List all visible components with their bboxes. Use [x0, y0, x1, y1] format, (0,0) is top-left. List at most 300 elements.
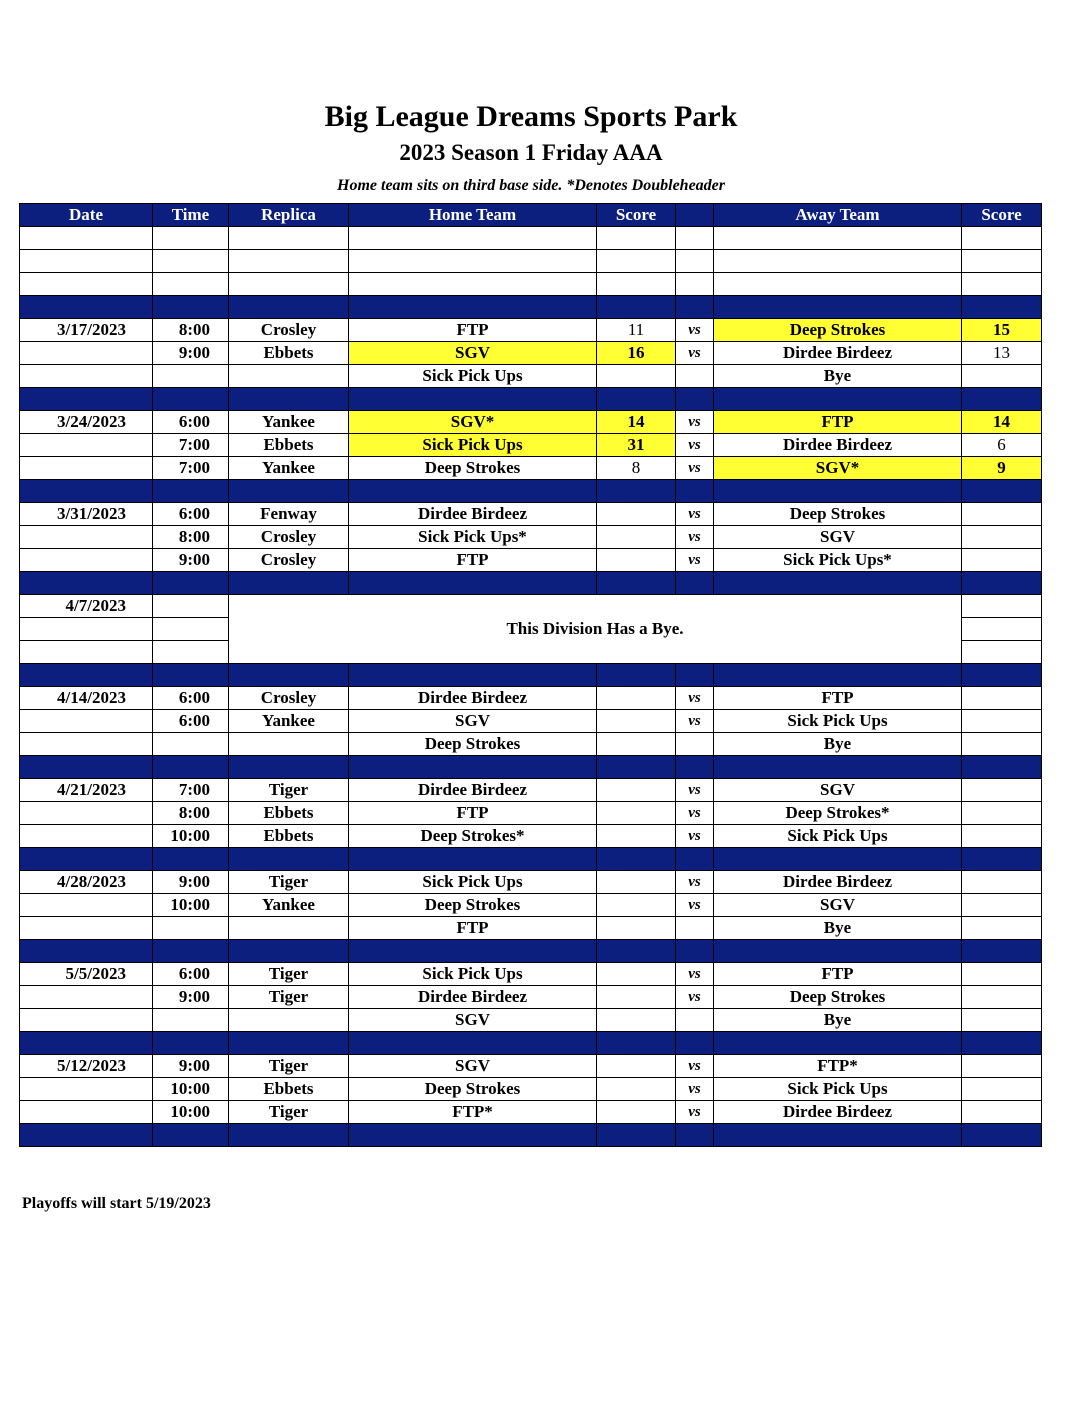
away-score-cell	[962, 733, 1042, 756]
time-cell: 9:00	[153, 1055, 229, 1078]
division-bye-message: This Division Has a Bye.	[229, 595, 962, 664]
separator-cell	[349, 848, 597, 871]
week-separator	[20, 940, 1042, 963]
col-header-home-score: Score	[597, 204, 676, 227]
time-cell	[153, 618, 229, 641]
separator-cell	[597, 848, 676, 871]
date-cell: 5/12/2023	[20, 1055, 153, 1078]
vs-cell	[676, 733, 714, 756]
separator-cell	[153, 480, 229, 503]
replica-cell: Yankee	[229, 894, 349, 917]
away-score-cell	[962, 1101, 1042, 1124]
replica-cell: Crosley	[229, 549, 349, 572]
date-cell	[20, 434, 153, 457]
separator-cell	[962, 940, 1042, 963]
game-row	[20, 894, 1042, 917]
time-cell: 9:00	[153, 549, 229, 572]
separator-cell	[349, 664, 597, 687]
away-team-cell: Dirdee Birdeez	[714, 1101, 962, 1124]
home-score-cell	[597, 687, 676, 710]
time-cell: 7:00	[153, 779, 229, 802]
separator-cell	[676, 296, 714, 319]
separator-cell	[153, 1032, 229, 1055]
game-row	[20, 411, 1042, 434]
vs-cell	[676, 1009, 714, 1032]
home-score-cell	[597, 871, 676, 894]
col-header-away-score: Score	[962, 204, 1042, 227]
separator-cell	[229, 388, 349, 411]
away-score-cell	[962, 779, 1042, 802]
separator-cell	[676, 572, 714, 595]
date-cell	[20, 1078, 153, 1101]
separator-cell	[597, 1124, 676, 1147]
time-cell: 9:00	[153, 986, 229, 1009]
time-cell	[153, 733, 229, 756]
away-score-cell	[962, 986, 1042, 1009]
separator-cell	[597, 940, 676, 963]
separator-cell	[349, 756, 597, 779]
separator-cell	[229, 572, 349, 595]
away-team-cell: Deep Strokes	[714, 319, 962, 342]
separator-cell	[714, 848, 962, 871]
separator-cell	[153, 664, 229, 687]
separator-cell	[349, 1124, 597, 1147]
separator-cell	[20, 296, 153, 319]
away-team-cell: Deep Strokes	[714, 503, 962, 526]
date-cell	[20, 986, 153, 1009]
game-row	[20, 549, 1042, 572]
separator-cell	[20, 388, 153, 411]
home-team-cell: Dirdee Birdeez	[349, 687, 597, 710]
home-score-cell	[597, 503, 676, 526]
date-cell	[20, 457, 153, 480]
away-score-cell	[962, 1078, 1042, 1101]
away-score-cell	[962, 1055, 1042, 1078]
separator-cell	[20, 1124, 153, 1147]
game-row	[20, 917, 1042, 940]
home-team-cell: Sick Pick Ups*	[349, 526, 597, 549]
time-cell	[153, 917, 229, 940]
time-cell: 8:00	[153, 319, 229, 342]
home-team-cell: Sick Pick Ups	[349, 871, 597, 894]
time-cell	[153, 595, 229, 618]
bye-week-row	[20, 595, 1042, 618]
replica-cell	[229, 365, 349, 388]
home-score-cell	[597, 825, 676, 848]
separator-cell	[349, 480, 597, 503]
vs-cell: vs	[676, 687, 714, 710]
replica-cell	[229, 1009, 349, 1032]
time-cell: 9:00	[153, 342, 229, 365]
home-score-cell	[597, 963, 676, 986]
home-score-cell	[597, 733, 676, 756]
separator-cell	[714, 572, 962, 595]
away-team-cell: Sick Pick Ups	[714, 1078, 962, 1101]
home-score-cell	[597, 365, 676, 388]
away-score-cell	[962, 802, 1042, 825]
home-score-cell	[597, 1078, 676, 1101]
date-cell: 4/7/2023	[20, 595, 153, 618]
vs-cell	[676, 365, 714, 388]
home-team-cell: FTP*	[349, 1101, 597, 1124]
replica-cell: Ebbets	[229, 802, 349, 825]
home-team-cell: Deep Strokes	[349, 1078, 597, 1101]
away-score-cell	[962, 917, 1042, 940]
header-row	[20, 204, 1042, 227]
separator-cell	[153, 572, 229, 595]
separator-cell	[962, 572, 1042, 595]
vs-cell: vs	[676, 779, 714, 802]
time-cell: 6:00	[153, 411, 229, 434]
replica-cell: Fenway	[229, 503, 349, 526]
separator-cell	[20, 1032, 153, 1055]
separator-cell	[714, 664, 962, 687]
vs-cell: vs	[676, 802, 714, 825]
date-cell: 4/14/2023	[20, 687, 153, 710]
date-cell	[20, 618, 153, 641]
date-cell	[20, 1009, 153, 1032]
date-cell	[20, 917, 153, 940]
away-score-cell: 13	[962, 342, 1042, 365]
away-team-cell: Bye	[714, 733, 962, 756]
home-team-cell: FTP	[349, 802, 597, 825]
home-team-cell: SGV	[349, 1009, 597, 1032]
separator-cell	[229, 1124, 349, 1147]
away-score-cell	[962, 641, 1042, 664]
replica-cell: Tiger	[229, 986, 349, 1009]
week-separator	[20, 296, 1042, 319]
time-cell: 6:00	[153, 503, 229, 526]
away-score-cell: 14	[962, 411, 1042, 434]
separator-cell	[597, 480, 676, 503]
separator-cell	[229, 1032, 349, 1055]
replica-cell: Yankee	[229, 710, 349, 733]
vs-cell: vs	[676, 549, 714, 572]
date-cell	[20, 802, 153, 825]
separator-cell	[714, 480, 962, 503]
time-cell: 10:00	[153, 1078, 229, 1101]
date-cell	[20, 733, 153, 756]
replica-cell: Ebbets	[229, 825, 349, 848]
replica-cell: Crosley	[229, 526, 349, 549]
date-cell	[20, 365, 153, 388]
away-team-cell: Dirdee Birdeez	[714, 871, 962, 894]
time-cell: 10:00	[153, 825, 229, 848]
separator-cell	[676, 848, 714, 871]
game-row	[20, 503, 1042, 526]
home-score-cell: 16	[597, 342, 676, 365]
vs-cell: vs	[676, 319, 714, 342]
col-header-time: Time	[153, 204, 229, 227]
separator-cell	[153, 756, 229, 779]
separator-cell	[597, 1032, 676, 1055]
separator-cell	[153, 848, 229, 871]
blank-row	[20, 227, 1042, 250]
date-cell	[20, 894, 153, 917]
separator-cell	[962, 1032, 1042, 1055]
replica-cell: Tiger	[229, 871, 349, 894]
home-team-cell: SGV	[349, 1055, 597, 1078]
time-cell: 6:00	[153, 687, 229, 710]
away-team-cell: Deep Strokes	[714, 986, 962, 1009]
date-cell: 4/28/2023	[20, 871, 153, 894]
away-score-cell	[962, 1009, 1042, 1032]
separator-cell	[714, 388, 962, 411]
separator-cell	[20, 572, 153, 595]
separator-cell	[349, 572, 597, 595]
home-team-cell: Dirdee Birdeez	[349, 503, 597, 526]
home-team-cell: Sick Pick Ups	[349, 365, 597, 388]
week-separator	[20, 664, 1042, 687]
separator-cell	[676, 1124, 714, 1147]
home-team-cell: SGV	[349, 710, 597, 733]
home-score-cell: 31	[597, 434, 676, 457]
home-score-cell	[597, 1101, 676, 1124]
col-header-vs	[676, 204, 714, 227]
game-row	[20, 963, 1042, 986]
page-title: Big League Dreams Sports Park	[324, 100, 738, 133]
away-team-cell: FTP*	[714, 1055, 962, 1078]
away-score-cell	[962, 894, 1042, 917]
home-score-cell: 11	[597, 319, 676, 342]
separator-cell	[962, 848, 1042, 871]
vs-cell: vs	[676, 1078, 714, 1101]
replica-cell: Ebbets	[229, 342, 349, 365]
home-score-cell	[597, 894, 676, 917]
time-cell: 6:00	[153, 963, 229, 986]
home-team-cell: SGV	[349, 342, 597, 365]
vs-cell: vs	[676, 411, 714, 434]
separator-cell	[153, 940, 229, 963]
separator-cell	[597, 388, 676, 411]
home-team-cell: FTP	[349, 917, 597, 940]
date-cell	[20, 825, 153, 848]
time-cell: 10:00	[153, 1101, 229, 1124]
home-score-cell	[597, 710, 676, 733]
date-cell: 5/5/2023	[20, 963, 153, 986]
away-team-cell: Bye	[714, 1009, 962, 1032]
away-team-cell: FTP	[714, 687, 962, 710]
away-team-cell: SGV*	[714, 457, 962, 480]
separator-cell	[962, 664, 1042, 687]
game-row	[20, 825, 1042, 848]
separator-cell	[962, 1124, 1042, 1147]
time-cell: 9:00	[153, 871, 229, 894]
week-separator	[20, 756, 1042, 779]
away-team-cell: FTP	[714, 963, 962, 986]
replica-cell: Crosley	[229, 687, 349, 710]
away-score-cell: 15	[962, 319, 1042, 342]
separator-cell	[676, 756, 714, 779]
time-cell: 7:00	[153, 457, 229, 480]
date-cell	[20, 526, 153, 549]
time-cell: 7:00	[153, 434, 229, 457]
col-header-home-team: Home Team	[349, 204, 597, 227]
home-team-cell: Sick Pick Ups	[349, 434, 597, 457]
schedule-table	[19, 203, 1042, 1147]
separator-cell	[20, 848, 153, 871]
replica-cell: Yankee	[229, 457, 349, 480]
replica-cell: Yankee	[229, 411, 349, 434]
home-score-cell	[597, 917, 676, 940]
home-score-cell	[597, 779, 676, 802]
away-score-cell	[962, 595, 1042, 618]
replica-cell: Crosley	[229, 319, 349, 342]
separator-cell	[714, 296, 962, 319]
away-score-cell	[962, 365, 1042, 388]
game-row	[20, 871, 1042, 894]
separator-cell	[676, 664, 714, 687]
separator-cell	[597, 572, 676, 595]
replica-cell: Tiger	[229, 1055, 349, 1078]
game-row	[20, 986, 1042, 1009]
separator-cell	[714, 1124, 962, 1147]
separator-cell	[153, 296, 229, 319]
time-cell	[153, 365, 229, 388]
away-score-cell	[962, 549, 1042, 572]
vs-cell: vs	[676, 503, 714, 526]
home-team-cell: FTP	[349, 319, 597, 342]
away-score-cell	[962, 963, 1042, 986]
home-score-cell: 8	[597, 457, 676, 480]
separator-cell	[20, 940, 153, 963]
date-cell	[20, 1101, 153, 1124]
game-row	[20, 779, 1042, 802]
time-cell: 10:00	[153, 894, 229, 917]
separator-cell	[153, 1124, 229, 1147]
vs-cell: vs	[676, 342, 714, 365]
vs-cell: vs	[676, 1101, 714, 1124]
away-score-cell: 9	[962, 457, 1042, 480]
vs-cell: vs	[676, 871, 714, 894]
separator-cell	[229, 664, 349, 687]
vs-cell: vs	[676, 434, 714, 457]
date-cell	[20, 710, 153, 733]
home-score-cell	[597, 526, 676, 549]
game-row	[20, 710, 1042, 733]
week-separator	[20, 572, 1042, 595]
vs-cell: vs	[676, 1055, 714, 1078]
vs-cell: vs	[676, 963, 714, 986]
playoffs-note: Playoffs will start 5/19/2023	[22, 1195, 211, 1212]
home-score-cell: 14	[597, 411, 676, 434]
game-row	[20, 319, 1042, 342]
vs-cell: vs	[676, 986, 714, 1009]
away-score-cell	[962, 503, 1042, 526]
separator-cell	[714, 940, 962, 963]
home-team-cell: Deep Strokes	[349, 733, 597, 756]
replica-cell: Tiger	[229, 1101, 349, 1124]
separator-cell	[229, 480, 349, 503]
separator-cell	[229, 756, 349, 779]
week-separator	[20, 1032, 1042, 1055]
replica-cell: Tiger	[229, 779, 349, 802]
blank-row	[20, 250, 1042, 273]
date-cell	[20, 549, 153, 572]
date-cell: 4/21/2023	[20, 779, 153, 802]
away-score-cell	[962, 825, 1042, 848]
game-row	[20, 1055, 1042, 1078]
col-header-date: Date	[20, 204, 153, 227]
separator-cell	[229, 940, 349, 963]
replica-cell	[229, 917, 349, 940]
separator-cell	[20, 664, 153, 687]
away-team-cell: Deep Strokes*	[714, 802, 962, 825]
home-score-cell	[597, 549, 676, 572]
game-row	[20, 1078, 1042, 1101]
game-row	[20, 526, 1042, 549]
home-team-cell: Dirdee Birdeez	[349, 986, 597, 1009]
header-note: Home team sits on third base side. *Denotes Doubleheader	[337, 177, 725, 194]
separator-cell	[962, 296, 1042, 319]
away-team-cell: FTP	[714, 411, 962, 434]
col-header-away-team: Away Team	[714, 204, 962, 227]
away-team-cell: SGV	[714, 526, 962, 549]
vs-cell: vs	[676, 710, 714, 733]
away-score-cell	[962, 618, 1042, 641]
separator-cell	[597, 664, 676, 687]
col-header-replica: Replica	[229, 204, 349, 227]
separator-cell	[676, 388, 714, 411]
separator-cell	[349, 388, 597, 411]
game-row	[20, 1009, 1042, 1032]
separator-cell	[962, 480, 1042, 503]
date-cell	[20, 342, 153, 365]
home-score-cell	[597, 986, 676, 1009]
replica-cell: Ebbets	[229, 1078, 349, 1101]
vs-cell: vs	[676, 825, 714, 848]
separator-cell	[714, 756, 962, 779]
separator-cell	[349, 1032, 597, 1055]
replica-cell: Ebbets	[229, 434, 349, 457]
away-score-cell	[962, 687, 1042, 710]
away-team-cell: Sick Pick Ups	[714, 710, 962, 733]
date-cell: 3/31/2023	[20, 503, 153, 526]
blank-row	[20, 273, 1042, 296]
vs-cell: vs	[676, 457, 714, 480]
game-row	[20, 365, 1042, 388]
home-score-cell	[597, 802, 676, 825]
away-team-cell: Dirdee Birdeez	[714, 342, 962, 365]
week-separator	[20, 480, 1042, 503]
time-cell	[153, 641, 229, 664]
date-cell	[20, 641, 153, 664]
home-team-cell: SGV*	[349, 411, 597, 434]
time-cell: 8:00	[153, 802, 229, 825]
vs-cell: vs	[676, 894, 714, 917]
separator-cell	[20, 756, 153, 779]
home-team-cell: Deep Strokes*	[349, 825, 597, 848]
date-cell: 3/17/2023	[20, 319, 153, 342]
game-row	[20, 342, 1042, 365]
separator-cell	[676, 480, 714, 503]
replica-cell	[229, 733, 349, 756]
separator-cell	[229, 296, 349, 319]
week-separator	[20, 1124, 1042, 1147]
home-team-cell: Dirdee Birdeez	[349, 779, 597, 802]
week-separator	[20, 388, 1042, 411]
vs-cell: vs	[676, 526, 714, 549]
away-team-cell: Bye	[714, 917, 962, 940]
separator-cell	[962, 756, 1042, 779]
vs-cell	[676, 917, 714, 940]
away-score-cell	[962, 526, 1042, 549]
game-row	[20, 1101, 1042, 1124]
separator-cell	[349, 940, 597, 963]
away-team-cell: Bye	[714, 365, 962, 388]
time-cell: 8:00	[153, 526, 229, 549]
game-row	[20, 434, 1042, 457]
